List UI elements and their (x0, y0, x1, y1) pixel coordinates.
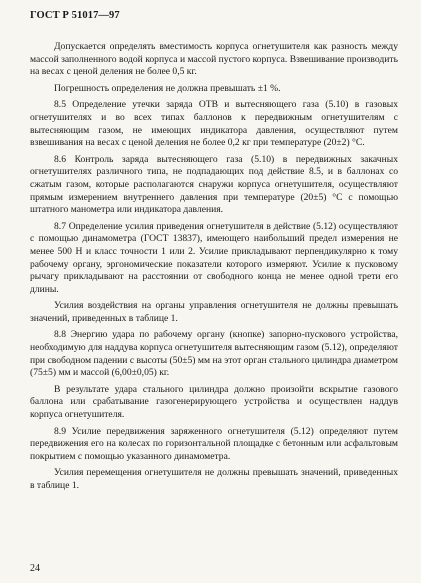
paragraph: Усилия воздействия на органы управления огнетушителя не должны превышать значений, приведенных в таблице 1. (30, 300, 398, 324)
page-number: 24 (30, 563, 40, 574)
paragraph: 8.6 Контроль заряда вытесняющего газа (5.10) в передвижных закачных огнетушителях различного типа, не подпадающих под действие 8.5, и в баллонах со сжатым газом, которые располагаются снаружи корпуса огнетушителя, осуществляют прямым измерением внутреннего давления при температуре (20±5) °С с помощью штатного манометра или индикатора давления. (30, 153, 398, 216)
paragraph: Погрешность определения не должна превышать ±1 %. (54, 82, 281, 94)
paragraph: Допускается определять вместимость корпуса огнетушителя как разность между массой заполненного водой корпуса и массой пустого корпуса. Взвешивание производить на весах с ценой деления не более 0,5 кг. (30, 41, 398, 78)
paragraph: В результате удара стального цилиндра должно произойти вскрытие газового баллона или срабатывание газогенерирующего устройства и осуществлен наддув корпуса огнетушителя. (30, 383, 398, 421)
paragraph: 8.5 Определение утечки заряда ОТВ и вытесняющего газа (5.10) в газовых огнетушителях и во всех типах баллонов к передвижным огнетушителям с вытесняющим газом, не имеющих индикатора давления, осуществляют путем взвешивания на весах с ценой деления не более 0,2 кг при температуре (20±2) °С. (30, 99, 398, 149)
paragraph: 8.7 Определение усилия приведения огнетушителя в действие (5.12) осуществляют с помощью динамометра (ГОСТ 13837), имеющего наибольший предел измерения не менее 500 Н и класс точности 1 или 2. Усилие прикладывают перпендикулярно к тому рабочему органу, эргономические показатели которого измеряют. Усилие к пусковому рычагу прикладывают на расстоянии от свободного конца не менее одной трети его длины. (30, 220, 398, 295)
document-body (30, 41, 398, 497)
document-header: ГОСТ Р 51017—97 (30, 10, 120, 21)
paragraph: 8.9 Усилие передвижения заряженного огнетушителя (5.12) определяют путем передвижения его на колесах по горизонтальной площадке с бетонным или асфальтовым покрытием с помощью указанного динамометра. (30, 425, 398, 462)
paragraph: 8.8 Энергию удара по рабочему органу (кнопке) запорно-пускового устройства, необходимую для наддува корпуса огнетушителя вытесняющим газом (5.12), определяют при свободном падении с высоты (50±5) мм на этот орган стального цилиндра диаметром (75±5) мм и массой (6,00±0,05) кг. (30, 329, 398, 379)
paragraph: Усилия перемещения огнетушителя не должны превышать значений, приведенных в таблице 1. (30, 467, 398, 491)
